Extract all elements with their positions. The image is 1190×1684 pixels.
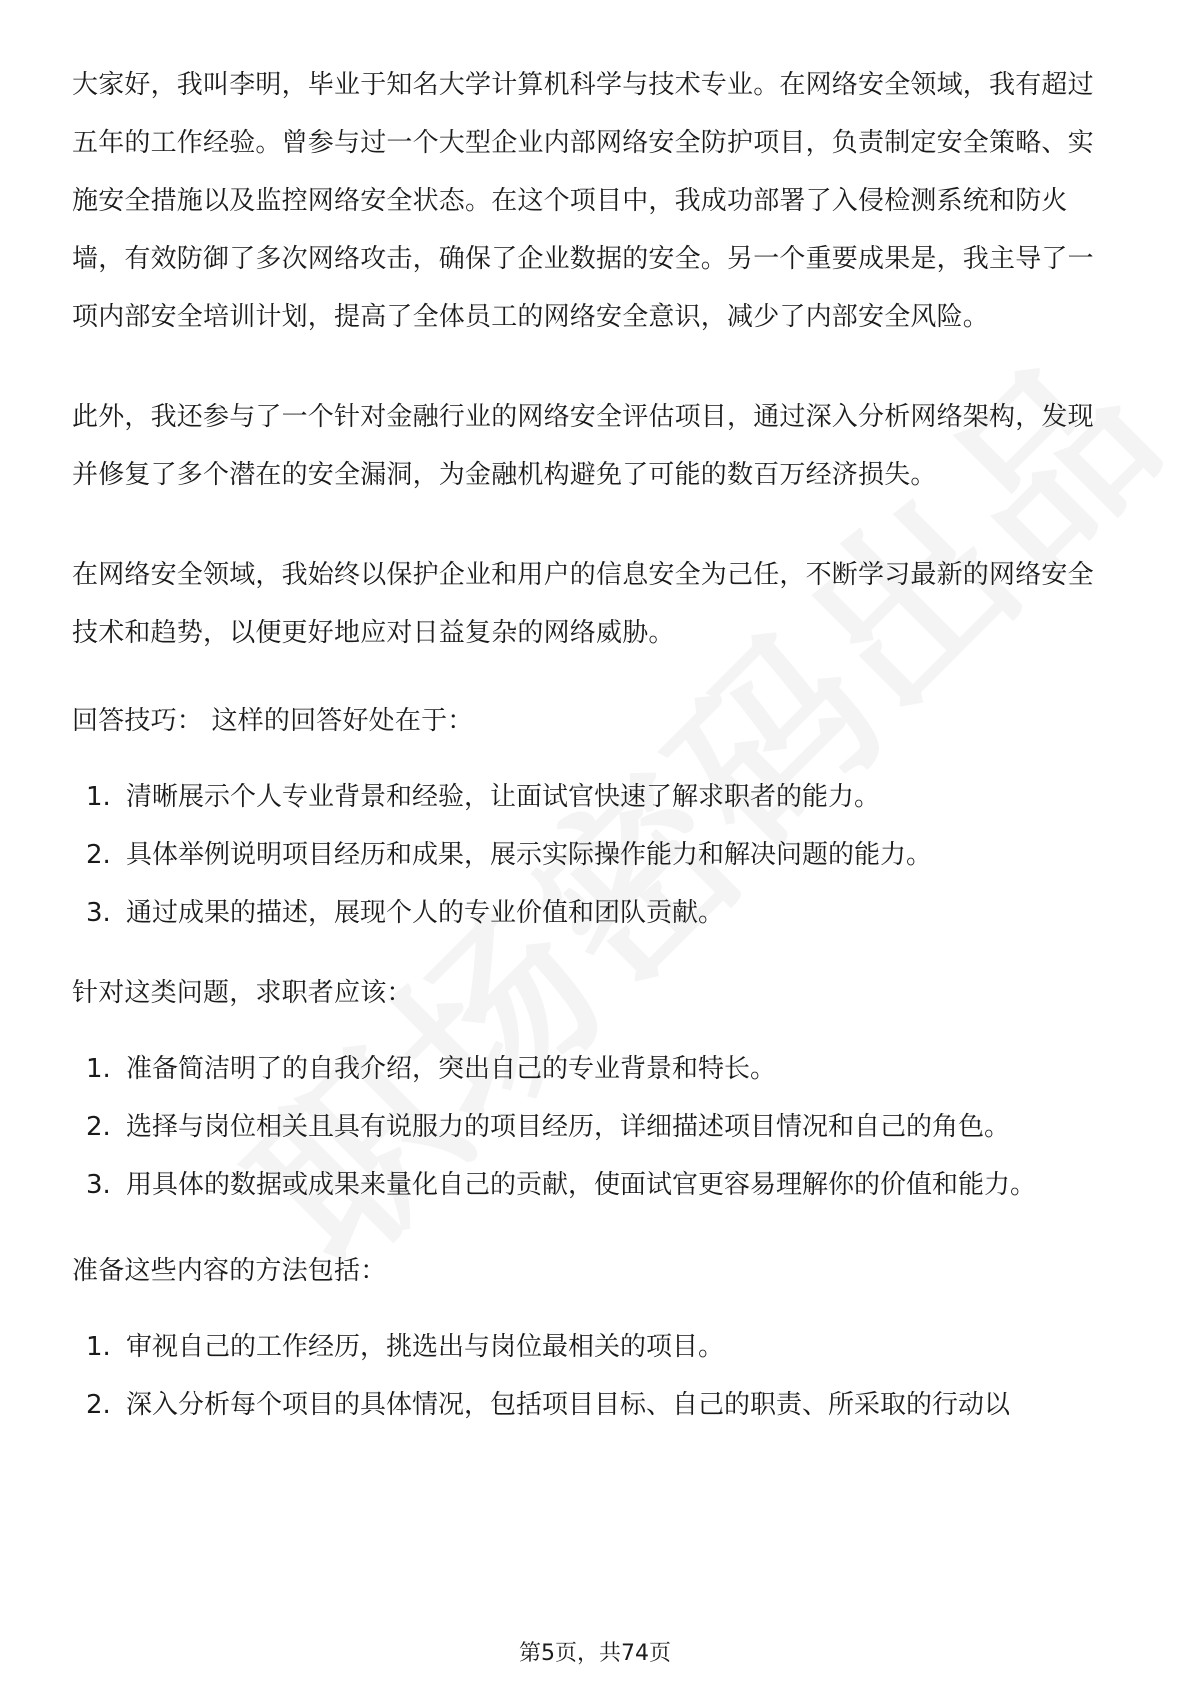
list-item: [72, 1040, 1118, 1098]
list-number: 3.: [86, 898, 111, 928]
list-number: 1.: [86, 1054, 111, 1084]
list-number: 1.: [86, 1332, 111, 1362]
list-number: 2.: [86, 1112, 111, 1142]
list-item-text: 用具体的数据或成果来量化自己的贡献，使面试官更容易理解你的价值和能力。: [126, 1170, 1037, 1200]
list-item-text: 通过成果的描述，展现个人的专业价值和团队贡献。: [126, 898, 725, 928]
list-item: [72, 1318, 1118, 1376]
list-number: 3.: [86, 1170, 111, 1200]
list-item-text: 具体举例说明项目经历和成果，展示实际操作能力和解决问题的能力。: [126, 840, 933, 870]
list-item: [72, 826, 1118, 884]
document-body: [72, 56, 1118, 1434]
list-number: 2.: [86, 1390, 111, 1420]
list-number: 1.: [86, 782, 111, 812]
methods-heading: 准备这些内容的方法包括：: [72, 1256, 387, 1286]
methods-list: [72, 1318, 1118, 1434]
list-item: [72, 1376, 1118, 1434]
list-item-text: 审视自己的工作经历，挑选出与岗位最相关的项目。: [126, 1332, 725, 1362]
list-item-text: 深入分析每个项目的具体情况，包括项目目标、自己的职责、所采取的行动以: [126, 1390, 1011, 1420]
tips-list: [72, 768, 1118, 942]
list-item: [72, 884, 1118, 942]
list-number: 2.: [86, 840, 111, 870]
list-item: [72, 1156, 1118, 1214]
list-item: [72, 1098, 1118, 1156]
intro-paragraph: 大家好，我叫李明，毕业于知名大学计算机科学与技术专业。在网络安全领域，我有超过五年的工作经验。曾参与过一个大型企业内部网络安全防护项目，负责制定安全策略、实施安全措施以及监控网络安全状态。在这个项目中，我成功部署了入侵检测系统和防火墙，有效防御了多次网络攻击，确保了企业数据的安全。另一个重要成果是，我主导了一项内部安全培训计划，提高了全体员工的网络安全意识，减少了内部安全风险。: [72, 70, 1094, 332]
should-list: [72, 1040, 1118, 1214]
list-item-text: 清晰展示个人专业背景和经验，让面试官快速了解求职者的能力。: [126, 782, 881, 812]
second-paragraph: 此外，我还参与了一个针对金融行业的网络安全评估项目，通过深入分析网络架构，发现并修复了多个潜在的安全漏洞，为金融机构避免了可能的数百万经济损失。: [72, 402, 1094, 490]
tips-heading: 回答技巧： 这样的回答好处在于：: [72, 706, 474, 736]
list-item-text: 准备简洁明了的自我介绍，突出自己的专业背景和特长。: [126, 1054, 777, 1084]
list-item: [72, 768, 1118, 826]
list-item-text: 选择与岗位相关且具有说服力的项目经历，详细描述项目情况和自己的角色。: [126, 1112, 1011, 1142]
should-heading: 针对这类问题，求职者应该：: [72, 978, 413, 1008]
page-footer: 第5页，共74页: [519, 1641, 671, 1666]
third-paragraph: 在网络安全领域，我始终以保护企业和用户的信息安全为己任，不断学习最新的网络安全技术和趋势，以便更好地应对日益复杂的网络威胁。: [72, 560, 1094, 648]
